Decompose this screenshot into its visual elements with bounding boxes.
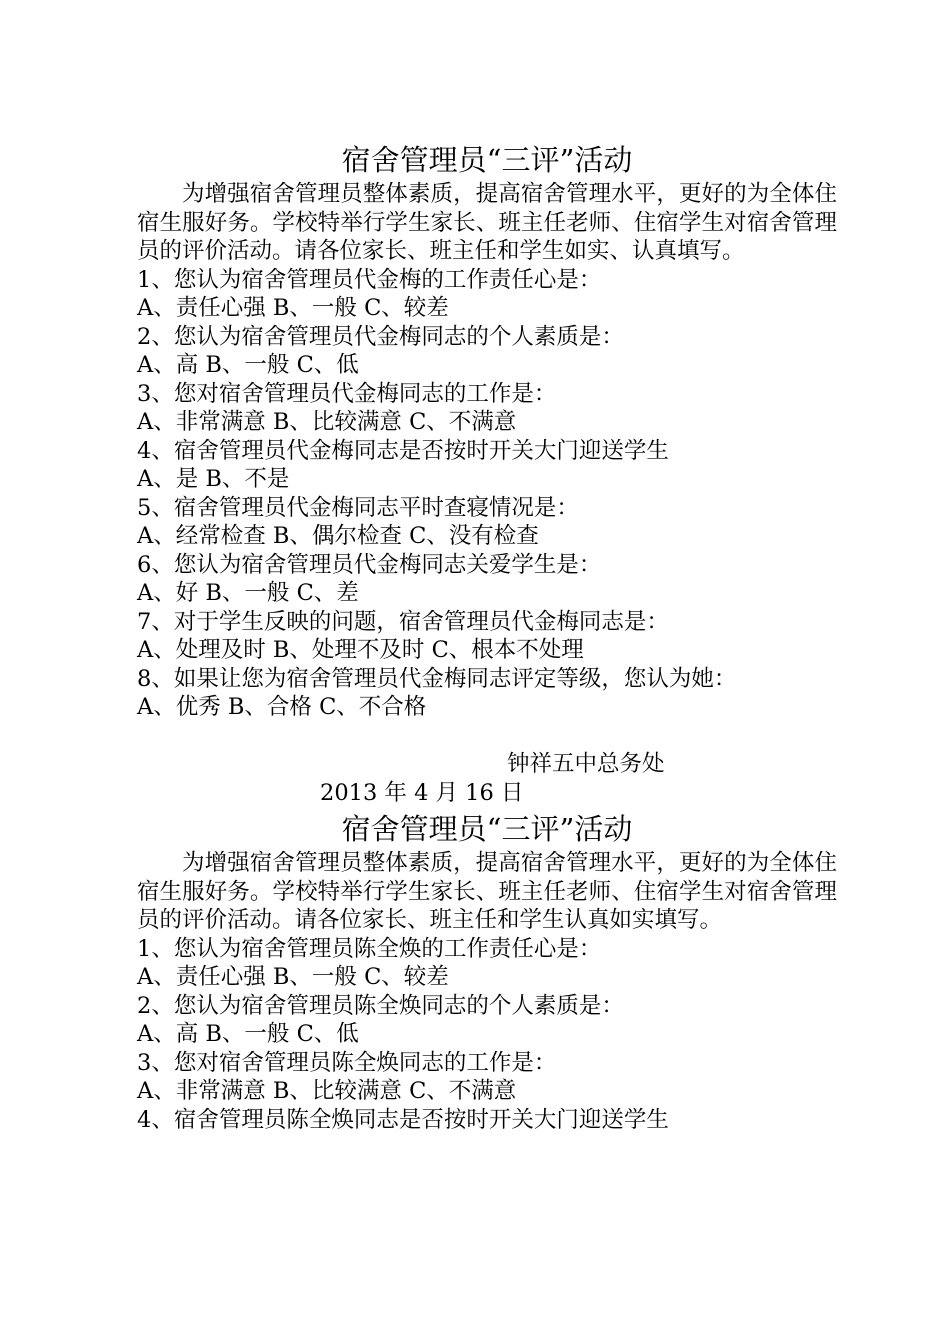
section1-options-6: A、好 B、一般 C、差 <box>137 580 359 606</box>
blank-line <box>137 722 837 751</box>
section1-question-3: 3、您对宿舍管理员代金梅同志的工作是： <box>137 380 557 407</box>
section1-intro: 为增强宿舍管理员整体素质，提高宿舍管理水平，更好的为全体住宿生服好务。学校特举行学生家长、班主任老师、住宿学生对宿舍管理员的评价活动。请各位家长、班主任和学生如实、认真填写。 <box>137 181 837 264</box>
section1-question-7: 7、对于学生反映的问题，宿舍管理员代金梅同志是： <box>137 608 669 635</box>
section1-question-8: 8、如果让您为宿舍管理员代金梅同志评定等级，您认为她： <box>137 665 737 692</box>
section1-options-7: A、处理及时 B、处理不及时 C、根本不处理 <box>137 637 584 663</box>
date: 2013 年 4 月 16 日 <box>320 779 524 806</box>
section2-options-1: A、责任心强 B、一般 C、较差 <box>137 964 449 990</box>
section1-question-6: 6、您认为宿舍管理员代金梅同志关爱学生是： <box>137 551 602 578</box>
section1-options-3: A、非常满意 B、比较满意 C、不满意 <box>137 409 517 435</box>
section1-question-4: 4、宿舍管理员代金梅同志是否按时开关大门迎送学生 <box>137 437 669 464</box>
section2-options-2: A、高 B、一般 C、低 <box>137 1021 359 1047</box>
section2-title: 宿舍管理员“三评”活动 <box>341 812 633 846</box>
section2-question-4: 4、宿舍管理员陈全焕同志是否按时开关大门迎送学生 <box>137 1106 669 1133</box>
section1-options-4: A、是 B、不是 <box>137 466 290 492</box>
section1-options-2: A、高 B、一般 C、低 <box>137 352 359 378</box>
section2-question-2: 2、您认为宿舍管理员陈全焕同志的个人素质是： <box>137 992 624 1019</box>
section1-question-1: 1、您认为宿舍管理员代金梅的工作责任心是： <box>137 266 602 293</box>
section1-title: 宿舍管理员“三评”活动 <box>341 143 633 177</box>
section1-question-2: 2、您认为宿舍管理员代金梅同志的个人素质是： <box>137 323 624 350</box>
section1-options-1: A、责任心强 B、一般 C、较差 <box>137 295 449 321</box>
document-page <box>137 140 837 1134</box>
section2-question-1: 1、您认为宿舍管理员陈全焕的工作责任心是： <box>137 935 602 962</box>
section2-question-3: 3、您对宿舍管理员陈全焕同志的工作是： <box>137 1049 557 1076</box>
section1-options-8: A、优秀 B、合格 C、不合格 <box>137 694 427 720</box>
section2-intro: 为增强宿舍管理员整体素质，提高宿舍管理水平，更好的为全体住宿生服好务。学校特举行学生家长、班主任老师、住宿学生对宿舍管理员的评价活动。请各位家长、班主任和学生认真如实填写。 <box>137 850 837 933</box>
section2-options-3: A、非常满意 B、比较满意 C、不满意 <box>137 1078 517 1104</box>
section1-options-5: A、经常检查 B、偶尔检查 C、没有检查 <box>137 523 539 549</box>
signature: 钟祥五中总务处 <box>507 751 665 777</box>
section1-question-5: 5、宿舍管理员代金梅同志平时查寝情况是： <box>137 494 579 521</box>
